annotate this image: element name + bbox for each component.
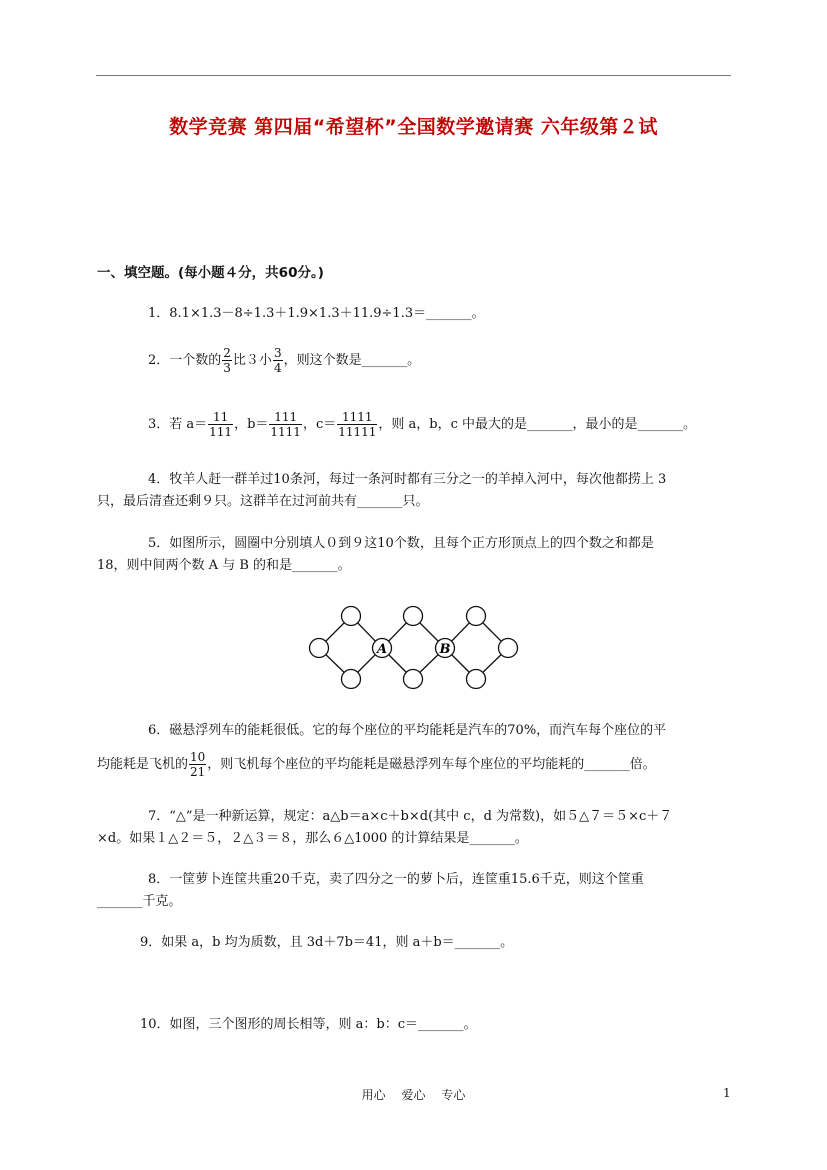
question-9: 9．如果 a，b 均为质数，且 3d＋7b＝41，则 a＋b＝_______。 [140, 935, 514, 950]
diagram-label-a: A [376, 642, 388, 657]
q6-suffix: ，则飞机每个座位的平均能耗是磁悬浮列车每个座位的平均能耗的_______倍。 [207, 757, 656, 772]
diagram-circle [467, 607, 486, 626]
footer-motto: 专心 [441, 1088, 466, 1102]
q2-middle: 比３小 [232, 353, 272, 368]
fraction-denominator: 3 [223, 361, 231, 375]
question-3 [148, 410, 696, 439]
header-rule [96, 75, 731, 76]
footer-motto: 爱心 [401, 1088, 426, 1102]
page-title: 数学竞赛 第四届“希望杯”全国数学邀请赛 六年级第２试 [169, 116, 658, 138]
fraction-numerator: 1111 [337, 410, 377, 425]
q2-suffix: ，则这个数是_______。 [283, 353, 421, 368]
fraction-c [337, 410, 377, 439]
diagram-circle [499, 639, 518, 658]
fraction-numerator: 2 [223, 346, 231, 360]
question-8-line-2: _______千克。 [97, 894, 182, 909]
q3-b-label: ，b＝ [234, 417, 269, 432]
diagram-circle [404, 670, 423, 689]
fraction-numerator: 3 [273, 346, 282, 360]
fraction-b [269, 410, 302, 439]
question-6-line-2 [97, 750, 656, 779]
fraction-denominator: 111 [209, 425, 233, 439]
fraction-numerator: 111 [269, 410, 302, 425]
fraction-denominator: 4 [273, 361, 282, 375]
footer-motto: 用心 [361, 1088, 386, 1102]
diagram-circle [342, 607, 361, 626]
fraction-ten-21sts [189, 750, 206, 779]
fraction-three-quarters [273, 346, 283, 375]
page-number: 1 [723, 1086, 731, 1100]
q3-prefix: 3．若 a＝ [148, 417, 208, 432]
fraction-denominator: 21 [190, 765, 206, 779]
diagram-circle [342, 670, 361, 689]
question-5-line-2: 18，则中间两个数 A 与 B 的和是_______。 [97, 558, 351, 573]
fraction-denominator: 11111 [338, 425, 377, 439]
q6-prefix: 均能耗是飞机的 [97, 757, 189, 772]
question-7-line-2: ×d。如果１△２＝５，２△３＝８，那么６△1000 的计算结果是_______。 [97, 831, 528, 846]
q3-c-label: ，c＝ [302, 417, 337, 432]
question-10: 10．如图，三个图形的周长相等，则 a：b：c＝_______。 [140, 1017, 477, 1032]
fraction-a [208, 410, 233, 439]
section-heading: 一、填空题。(每小题４分，共60分。) [97, 265, 324, 281]
diagram-label-b: B [439, 642, 451, 657]
q3-suffix: ，则 a，b，c 中最大的是_______，最小的是_______。 [378, 417, 697, 432]
question-5-line-1: 5．如图所示，圆圈中分别填人０到９这10个数，且每个正方形顶点上的四个数之和都是 [148, 536, 654, 551]
question-2 [148, 346, 420, 375]
fraction-two-thirds [222, 346, 232, 375]
question-7-line-1: 7．“△”是一种新运算，规定：a△b＝a×c＋b×d(其中 c，d 为常数)，如５△７＝５×c＋７ [148, 809, 673, 824]
fraction-numerator: 11 [208, 410, 233, 425]
question-1: 1．8.1×1.3－8÷1.3＋1.9×1.3＋11.9÷1.3＝_______。 [148, 306, 485, 321]
question-6-line-1: 6．磁悬浮列车的能耗很低。它的每个座位的平均能耗是汽车的70%，而汽车每个座位的平 [148, 723, 667, 738]
question-4-line-1: 4．牧羊人赶一群羊过10条河，每过一条河时都有三分之一的羊掉入河中，每次他都捞上 3 [148, 472, 667, 487]
diagram-circle [404, 607, 423, 626]
circle-square-diagram [300, 600, 530, 695]
fraction-denominator: 1111 [270, 425, 301, 439]
diagram-circle [310, 639, 329, 658]
question-8-line-1: 8．一筐萝卜连筐共重20千克，卖了四分之一的萝卜后，连筐重15.6千克，则这个筐重 [148, 872, 644, 887]
page-footer [0, 1086, 827, 1103]
q2-prefix: 2．一个数的 [148, 353, 222, 368]
fraction-numerator: 10 [190, 750, 206, 764]
question-4-line-2: 只，最后清查还剩９只。这群羊在过河前共有_______只。 [97, 494, 429, 509]
diagram-circle [467, 670, 486, 689]
